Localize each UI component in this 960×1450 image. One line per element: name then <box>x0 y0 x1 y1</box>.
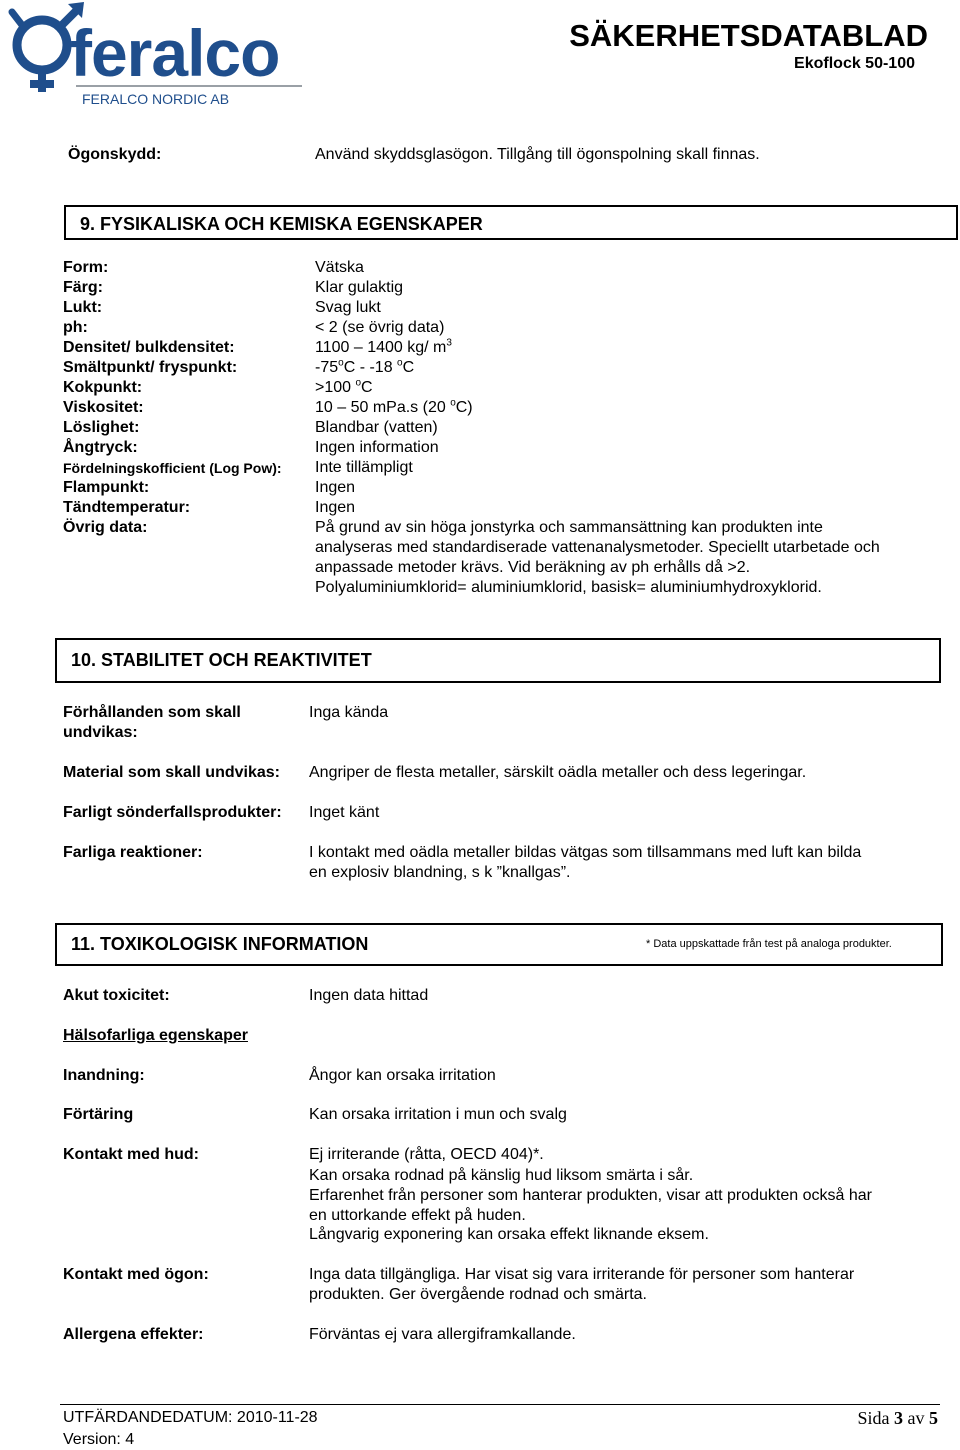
decomposition-label: Farligt sönderfallsprodukter: <box>63 804 282 821</box>
skin-contact-label: Kontakt med hud: <box>63 1146 199 1163</box>
prop-color-label: Färg: <box>63 279 103 296</box>
reactions-value-1: I kontakt med oädla metaller bildas vätgas som tillsammans med luft kan bilda <box>309 844 862 861</box>
section-11-heading: 11. TOXIKOLOGISK INFORMATION <box>71 934 369 954</box>
conditions-avoid-label-1: Förhållanden som skall <box>63 704 241 721</box>
skin-contact-line-5: Långvarig exponering kan orsaka effekt liknande eksem. <box>309 1226 709 1243</box>
section-11-note: * Data uppskattade från test på analoga produkter. <box>646 938 892 950</box>
eye-protection-label: Ögonskydd: <box>68 146 162 163</box>
section-9-box <box>64 205 958 240</box>
skin-contact-line-1: Ej irriterande (råtta, OECD 404)*. <box>309 1146 544 1163</box>
allergenic-value: Förväntas ej vara allergiframkallande. <box>309 1326 576 1343</box>
prop-other-label: Övrig data: <box>63 519 148 536</box>
version: Version: 4 <box>63 1431 135 1448</box>
brand-subtitle: FERALCO NORDIC AB <box>82 91 230 107</box>
conditions-avoid-label-2: undvikas: <box>63 724 138 741</box>
prop-viscosity-label: Viskositet: <box>63 399 144 416</box>
document-title: SÄKERHETSDATABLAD <box>569 18 928 53</box>
prop-odor-value: Svag lukt <box>315 299 381 316</box>
prop-odor-label: Lukt: <box>63 299 103 316</box>
prop-other-line-3: anpassade metoder krävs. Vid beräkning av ph erhålls då >2. <box>315 559 751 576</box>
section-10-box <box>55 638 941 683</box>
prop-other-line-2: analyseras med standardiserade vattenanalysmetoder. Speciellt utarbetade och <box>315 539 880 556</box>
reactions-value-2: en explosiv blandning, s k ”knallgas”. <box>309 864 571 881</box>
skin-contact-line-4: en uttorkande effekt på huden. <box>309 1207 526 1224</box>
section-10-heading: 10. STABILITET OCH REAKTIVITET <box>71 650 372 670</box>
eye-contact-value-2: produkten. Ger övergående rodnad och smärta. <box>309 1286 647 1303</box>
prop-vapor-label: Ångtryck: <box>63 439 138 456</box>
feralco-logo <box>4 0 304 110</box>
skin-contact-line-2: Kan orsaka rodnad på känslig hud liksom smärta i sår. <box>309 1167 694 1184</box>
prop-partition-label: Fördelningskofficient (Log Pow): <box>63 460 282 476</box>
prop-solubility-label: Löslighet: <box>63 419 140 436</box>
ingestion-value: Kan orsaka irritation i mun och svalg <box>309 1106 567 1123</box>
brand-text: feralco <box>70 16 280 90</box>
materials-avoid-label: Material som skall undvikas: <box>63 764 280 781</box>
allergenic-label: Allergena effekter: <box>63 1326 204 1343</box>
prop-melting-label: Smältpunkt/ fryspunkt: <box>63 359 238 376</box>
prop-ph-value: < 2 (se övrig data) <box>315 319 445 336</box>
acute-toxicity-label: Akut toxicitet: <box>63 987 170 1004</box>
section-11-box <box>55 923 943 966</box>
prop-form-label: Form: <box>63 259 109 276</box>
prop-form-value: Vätska <box>315 259 364 276</box>
eye-contact-value-1: Inga data tillgängliga. Har visat sig vara irriterande för personer som hanterar <box>309 1266 855 1283</box>
prop-ignition-value: Ingen <box>315 499 356 516</box>
conditions-avoid-value: Inga kända <box>309 704 389 721</box>
health-hazards-heading: Hälsofarliga egenskaper <box>63 1027 248 1044</box>
prop-density-value: 1100 – 1400 kg/ $m^3$ <box>315 337 452 356</box>
materials-avoid-value: Angriper de flesta metaller, särskilt oädla metaller och dess legeringar. <box>309 764 807 781</box>
prop-viscosity-value: 10 – 50 mPa.s (20 $^o$C) <box>315 397 473 416</box>
page-indicator: Sida 3 av 5 <box>857 1408 938 1428</box>
footer-divider <box>60 1404 940 1405</box>
product-name: Ekoflock 50-100 <box>794 55 915 72</box>
ingestion-label: Förtäring <box>63 1106 134 1123</box>
section-9-heading: 9. FYSIKALISKA OCH KEMISKA EGENSKAPER <box>80 214 483 234</box>
eye-contact-label: Kontakt med ögon: <box>63 1266 209 1283</box>
prop-color-value: Klar gulaktig <box>315 279 404 296</box>
prop-boiling-value: >100 $^o$C <box>315 377 373 396</box>
prop-ignition-label: Tändtemperatur: <box>63 499 191 516</box>
prop-vapor-value: Ingen information <box>315 439 439 456</box>
prop-partition-value: Inte tillämpligt <box>315 459 413 476</box>
prop-flashpoint-value: Ingen <box>315 479 356 496</box>
prop-boiling-label: Kokpunkt: <box>63 379 143 396</box>
prop-solubility-value: Blandbar (vatten) <box>315 419 438 436</box>
acute-toxicity-value: Ingen data hittad <box>309 987 429 1004</box>
prop-other-line-4: Polyaluminiumklorid= aluminiumklorid, basisk= aluminiumhydroxyklorid. <box>315 579 822 596</box>
eye-protection-value: Använd skyddsglasögon. Tillgång till ögonspolning skall finnas. <box>315 146 760 163</box>
reactions-label: Farliga reaktioner: <box>63 844 203 861</box>
skin-contact-line-3: Erfarenhet från personer som hanterar produkten, visar att produkten också har <box>309 1187 872 1204</box>
prop-other-line-1: På grund av sin höga jonstyrka och sammansättning kan produkten inte <box>315 519 823 536</box>
decomposition-value: Inget känt <box>309 804 380 821</box>
inhalation-value: Ångor kan orsaka irritation <box>309 1067 496 1084</box>
prop-melting-value: -75$^o$C - -18 $^o$C <box>315 357 415 376</box>
issue-date: UTFÄRDANDEDATUM: 2010-11-28 <box>63 1409 318 1426</box>
prop-flashpoint-label: Flampunkt: <box>63 479 150 496</box>
inhalation-label: Inandning: <box>63 1067 145 1084</box>
prop-ph-label: ph: <box>63 319 88 336</box>
prop-density-label: Densitet/ bulkdensitet: <box>63 339 235 356</box>
